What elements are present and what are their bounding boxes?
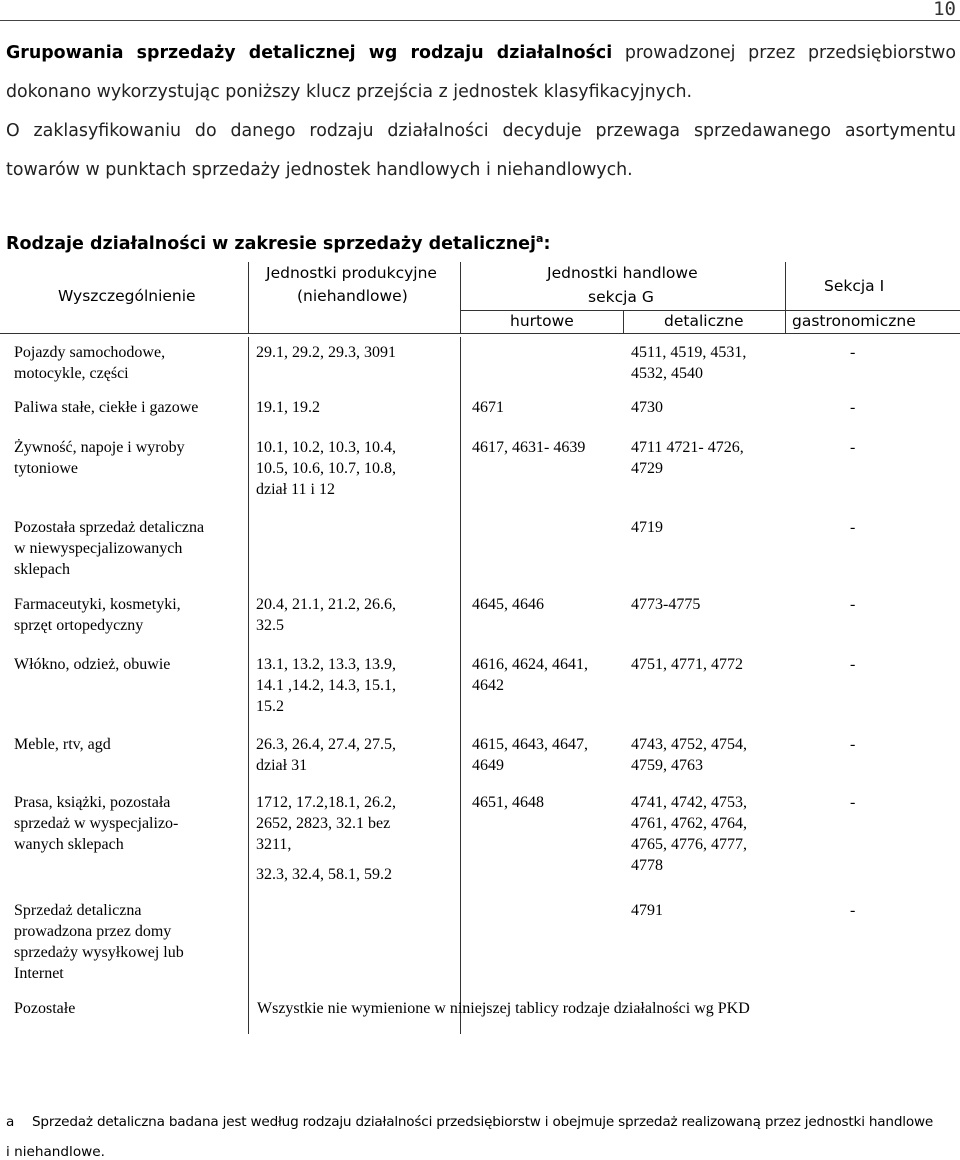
cell-prod: 13.1, 13.2, 13.3, 13.9,: [256, 656, 396, 673]
header-trade-line-2: sekcja G: [588, 288, 654, 306]
cell-prod: 19.1, 19.2: [256, 399, 320, 416]
cell-name: motocykle, części: [14, 365, 129, 382]
cell-gastro: -: [850, 902, 856, 919]
cell-hurt: 4642: [472, 677, 504, 694]
header-spec: Wyszczególnienie: [58, 287, 196, 305]
cell-name: Prasa, książki, pozostała: [14, 794, 171, 811]
cell-name: sklepach: [14, 561, 70, 578]
header-gastro: gastronomiczne: [792, 312, 916, 330]
cell-prod: 26.3, 26.4, 27.4, 27.5,: [256, 736, 396, 753]
header-prod-line-1: Jednostki produkcyjne: [266, 264, 437, 282]
cell-hurt: 4649: [472, 757, 504, 774]
cell-det: 4743, 4752, 4754,: [631, 736, 747, 753]
footnote-line-2: i niehandlowe.: [6, 1144, 105, 1160]
footnote-line-1: Sprzedaż detaliczna badana jest według rodzaju działalności przedsiębiorstw i obejmuje sprzedaż realizowaną przez jednostki handlowe: [32, 1114, 934, 1130]
cell-prod: 14.1 ,14.2, 14.3, 15.1,: [256, 677, 396, 694]
intro-line-1-rest: prowadzonej przez przedsiębiorstwo: [612, 43, 957, 63]
cell-gastro: -: [850, 519, 856, 536]
table-title-footnote-marker: a: [536, 232, 544, 245]
cell-prod: 1712, 17.2,18.1, 26.2,: [256, 794, 396, 811]
cell-det: 4791: [631, 902, 663, 919]
header-prod-line-2: (niehandlowe): [297, 287, 408, 305]
cell-hurt: 4616, 4624, 4641,: [472, 656, 588, 673]
header-hurtowe: hurtowe: [510, 312, 574, 330]
cell-name: Włókno, odzież, obuwie: [14, 656, 171, 673]
header-divider-gastro: [785, 262, 786, 334]
cell-name: w niewyspecjalizowanych: [14, 540, 183, 557]
cell-gastro: -: [850, 736, 856, 753]
cell-gastro: -: [850, 399, 856, 416]
header-detaliczne: detaliczne: [664, 312, 744, 330]
cell-prod: 32.3, 32.4, 58.1, 59.2: [256, 866, 392, 883]
header-bottom-rule: [0, 333, 960, 334]
cell-det: 4741, 4742, 4753,: [631, 794, 747, 811]
cell-hurt: 4671: [472, 399, 504, 416]
header-trade-line-1: Jednostki handlowe: [547, 264, 698, 282]
cell-prod: dział 11 i 12: [256, 481, 335, 498]
cell-prod: 10.5, 10.6, 10.7, 10.8,: [256, 460, 396, 477]
cell-hurt: 4617, 4631- 4639: [472, 439, 586, 456]
body-column-rule: [460, 337, 461, 1034]
cell-det: 4773-4775: [631, 596, 701, 613]
cell-det: 4765, 4776, 4777,: [631, 836, 747, 853]
header-divider-prod: [460, 262, 461, 334]
cell-hurt: 4615, 4643, 4647,: [472, 736, 588, 753]
cell-det: 4511, 4519, 4531,: [631, 344, 747, 361]
cell-det: 4761, 4762, 4764,: [631, 815, 747, 832]
cell-prod: 29.1, 29.2, 29.3, 3091: [256, 344, 396, 361]
cell-name: Żywność, napoje i wyroby: [14, 439, 185, 456]
row-pozostale-name: Pozostałe: [14, 1000, 76, 1017]
header-divider-hurt: [623, 310, 624, 334]
cell-det: 4711 4721- 4726,: [631, 439, 744, 456]
cell-gastro: -: [850, 794, 856, 811]
intro-line-3: O zaklasyfikowaniu do danego rodzaju działalności decyduje przewaga sprzedawanego asortymentu: [6, 121, 956, 141]
cell-det: 4532, 4540: [631, 365, 703, 382]
cell-name: Farmaceutyki, kosmetyki,: [14, 596, 181, 613]
body-column-rule: [248, 337, 249, 1034]
cell-gastro: -: [850, 344, 856, 361]
cell-prod: 32.5: [256, 617, 284, 634]
cell-det: 4719: [631, 519, 663, 536]
table-title-text: Rodzaje działalności w zakresie sprzedaży detalicznej: [6, 234, 537, 254]
cell-name: Paliwa stałe, ciekłe i gazowe: [14, 399, 199, 416]
cell-hurt: 4645, 4646: [472, 596, 544, 613]
cell-prod: 2652, 2823, 32.1 bez: [256, 815, 391, 832]
cell-name: wanych sklepach: [14, 836, 124, 853]
cell-name: Pojazdy samochodowe,: [14, 344, 166, 361]
cell-det: 4751, 4771, 4772: [631, 656, 743, 673]
cell-prod: 15.2: [256, 698, 284, 715]
page-number: 10: [933, 0, 956, 20]
cell-name: sprzedaży wysyłkowej lub: [14, 944, 184, 961]
intro-line-1: [6, 34, 956, 73]
intro-paragraph: [6, 34, 956, 190]
cell-prod: 10.1, 10.2, 10.3, 10.4,: [256, 439, 396, 456]
cell-det: 4778: [631, 857, 663, 874]
cell-name: Sprzedaż detaliczna: [14, 902, 142, 919]
row-pozostale-text: Wszystkie nie wymienione w niniejszej tablicy rodzaje działalności wg PKD: [257, 1000, 750, 1017]
intro-line-2: dokonano wykorzystując poniższy klucz przejścia z jednostek klasyfikacyjnych.: [6, 82, 693, 102]
cell-gastro: -: [850, 439, 856, 456]
cell-name: tytoniowe: [14, 460, 78, 477]
cell-det: 4729: [631, 460, 663, 477]
cell-hurt: 4651, 4648: [472, 794, 544, 811]
cell-det: 4730: [631, 399, 663, 416]
cell-gastro: -: [850, 596, 856, 613]
header-rule: [0, 20, 960, 21]
cell-name: sprzęt ortopedyczny: [14, 617, 144, 634]
cell-prod: 3211,: [256, 836, 292, 853]
table-title-colon: :: [543, 234, 551, 254]
table-title: [6, 232, 550, 254]
intro-bold-phrase: Grupowania sprzedaży detalicznej wg rodzaju działalności: [6, 43, 613, 63]
cell-det: 4759, 4763: [631, 757, 703, 774]
cell-prod: dział 31: [256, 757, 308, 774]
cell-name: sprzedaż w wyspecjalizo-: [14, 815, 179, 832]
cell-name: Internet: [14, 965, 64, 982]
header-divider-spec: [248, 262, 249, 334]
footnote-marker: a: [6, 1114, 15, 1130]
cell-gastro: -: [850, 656, 856, 673]
cell-prod: 20.4, 21.1, 21.2, 26.6,: [256, 596, 396, 613]
cell-name: Meble, rtv, agd: [14, 736, 111, 753]
intro-line-4: towarów w punktach sprzedaży jednostek handlowych i niehandlowych.: [6, 160, 633, 180]
cell-name: prowadzona przez domy: [14, 923, 172, 940]
cell-name: Pozostała sprzedaż detaliczna: [14, 519, 205, 536]
header-sekcja-i: Sekcja I: [824, 277, 885, 295]
